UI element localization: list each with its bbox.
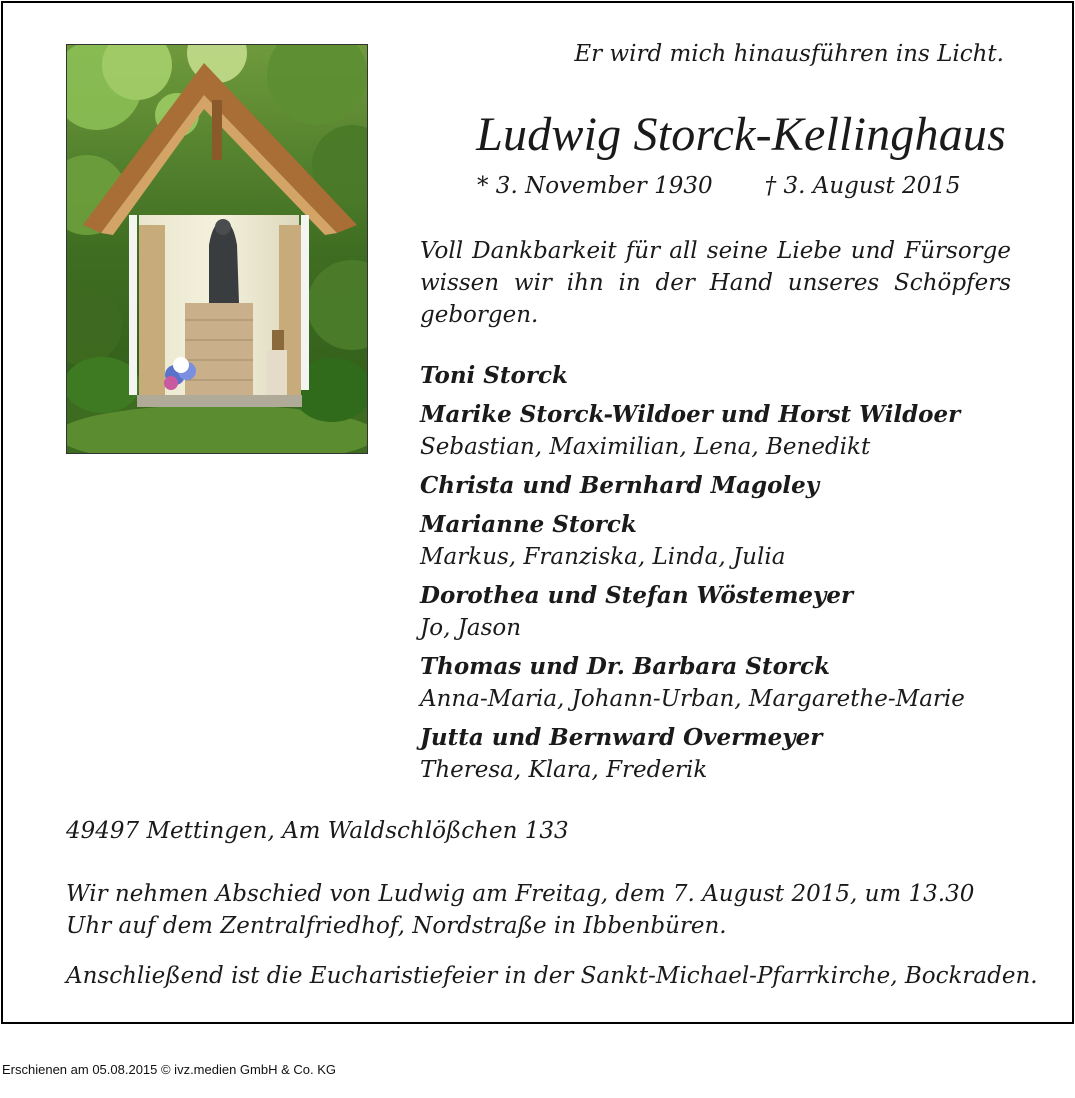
family-group — [420, 470, 1040, 502]
family-group — [420, 360, 1040, 392]
birth-date: * 3. November 1930 — [477, 173, 713, 199]
family-main: Dorothea und Stefan Wöstemeyer — [420, 582, 854, 609]
family-main: Jutta und Bernward Overmeyer — [420, 724, 823, 751]
death-date: † 3. August 2015 — [764, 173, 961, 199]
family-children: Sebastian, Maximilian, Lena, Benedikt — [420, 434, 871, 460]
family-group — [420, 722, 1040, 786]
family-children: Theresa, Klara, Frederik — [420, 757, 708, 783]
family-children: Anna-Maria, Johann-Urban, Margarethe-Marie — [420, 686, 965, 712]
eucharist-info: Anschließend ist die Eucharistiefeier in der Sankt-Michael-Pfarrkirche, Bockraden. — [66, 963, 1038, 989]
family-main: Christa und Bernhard Magoley — [420, 472, 820, 499]
motto: Er wird mich hinausführen ins Licht. — [574, 41, 1004, 67]
address: 49497 Mettingen, Am Waldschlößchen 133 — [66, 818, 569, 844]
chapel-photo — [66, 44, 368, 454]
chapel-illustration — [67, 45, 367, 453]
family-children: Markus, Franziska, Linda, Julia — [420, 544, 786, 570]
family-group — [420, 580, 1040, 644]
family-children: Jo, Jason — [420, 615, 522, 641]
family-main: Thomas und Dr. Barbara Storck — [420, 653, 830, 680]
family-main: Toni Storck — [420, 362, 568, 389]
obituary-frame — [1, 1, 1074, 1024]
family-list — [420, 360, 1040, 793]
family-main: Marike Storck-Wildoer und Horst Wildoer — [420, 401, 961, 428]
verse: Voll Dankbarkeit für all seine Liebe und Fürsorge wissen wir ihn in der Hand unseres Schöpfers geborgen. — [420, 238, 1011, 328]
family-main: Marianne Storck — [420, 511, 637, 538]
family-group — [420, 651, 1040, 715]
family-group — [420, 509, 1040, 573]
publication-credit: Erschienen am 05.08.2015 © ivz.medien GmbH & Co. KG — [2, 1062, 337, 1077]
farewell-info: Wir nehmen Abschied von Ludwig am Freitag, dem 7. August 2015, um 13.30 Uhr auf dem Zentralfriedhof, Nordstraße in Ibbenbüren. — [66, 881, 975, 939]
family-group — [420, 399, 1040, 463]
life-dates — [477, 173, 961, 199]
deceased-name: Ludwig Storck-Kellinghaus — [476, 108, 1006, 161]
